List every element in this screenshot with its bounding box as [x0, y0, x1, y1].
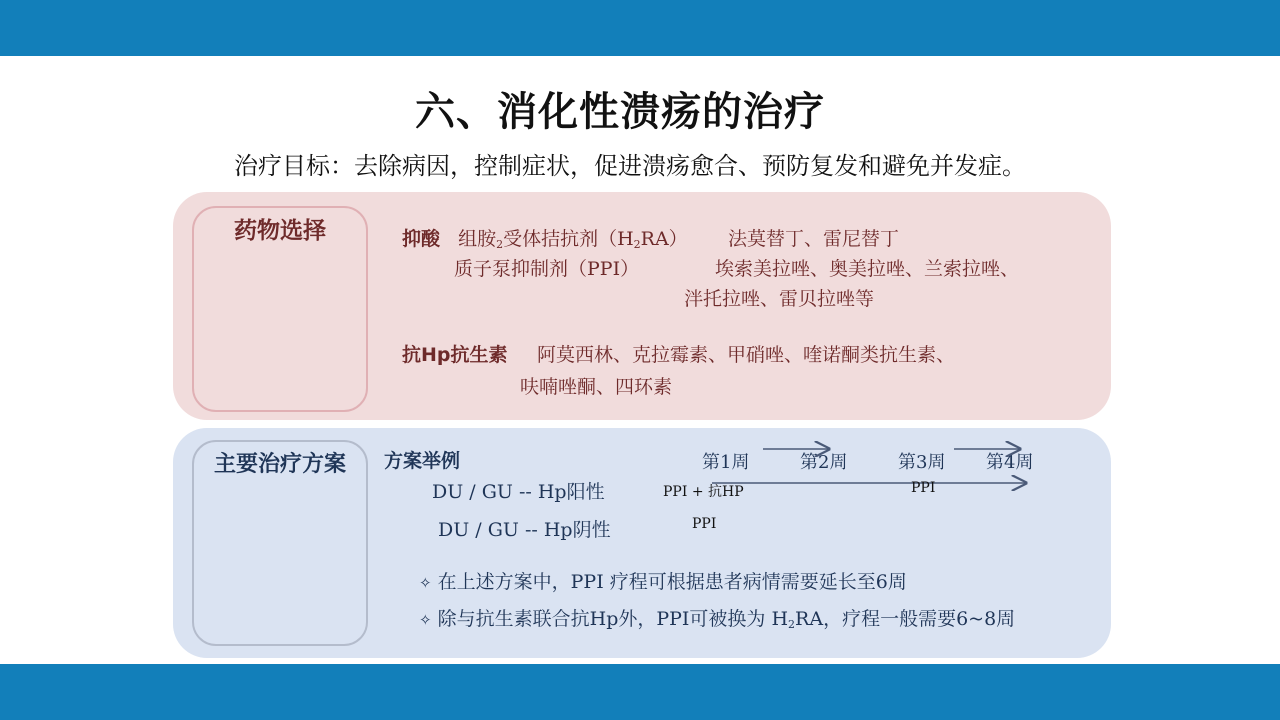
hp-negative-label: DU / GU -- Hp阴性 — [438, 519, 611, 541]
week-1: 第1周 — [702, 452, 750, 473]
week-2: 第2周 — [800, 452, 848, 473]
slide-title: 六、消化性溃疡的治疗 — [415, 89, 825, 135]
example-heading: 方案举例 — [384, 450, 461, 472]
ppi-name: 质子泵抑制剂（PPI） — [454, 258, 640, 280]
ppi-drugs-line2: 泮托拉唑、雷贝拉唑等 — [684, 288, 875, 310]
bottom-banner — [0, 664, 1280, 720]
antihp-drugs-line1: 阿莫西林、克拉霉素、甲硝唑、喹诺酮类抗生素、 — [537, 344, 956, 366]
hp-positive-phase2: PPI — [911, 480, 936, 496]
diamond-bullet-icon: ✧ — [419, 574, 432, 592]
hp-negative-phase1: PPI — [692, 516, 717, 532]
diamond-bullet-icon: ✧ — [419, 611, 432, 629]
hp-positive-phase1: PPI + 抗HP — [663, 484, 744, 500]
treatment-goal: 治疗目标：去除病因，控制症状，促进溃疡愈合、预防复发和避免并发症。 — [234, 152, 1026, 180]
acid-heading: 抑酸 — [402, 228, 441, 250]
ppi-drugs-line1: 埃索美拉唑、奥美拉唑、兰索拉唑、 — [715, 258, 1020, 280]
h2ra-drugs: 法莫替丁、雷尼替丁 — [728, 228, 900, 250]
h2ra-name: 组胺$_2$受体拮抗剂$(H_2RA)$ — [458, 228, 688, 251]
antihp-drugs-line2: 呋喃唑酮、四环素 — [520, 376, 673, 398]
antihp-heading: 抗Hp抗生素 — [402, 344, 508, 366]
drug-selection-label: 药物选择 — [234, 218, 326, 244]
treatment-plan-label: 主要治疗方案 — [213, 452, 346, 477]
week-4: 第4周 — [986, 452, 1034, 473]
note-2: ✧ 除与抗生素联合抗Hp外，PPI可被换为 $H_2RA$，疗程一般需要6~8周 — [419, 608, 1016, 631]
week-3: 第3周 — [898, 452, 946, 473]
note-1: ✧ 在上述方案中，PPI 疗程可根据患者病情需要延长至6周 — [419, 571, 907, 593]
hp-positive-label: DU / GU -- Hp阳性 — [432, 481, 605, 503]
